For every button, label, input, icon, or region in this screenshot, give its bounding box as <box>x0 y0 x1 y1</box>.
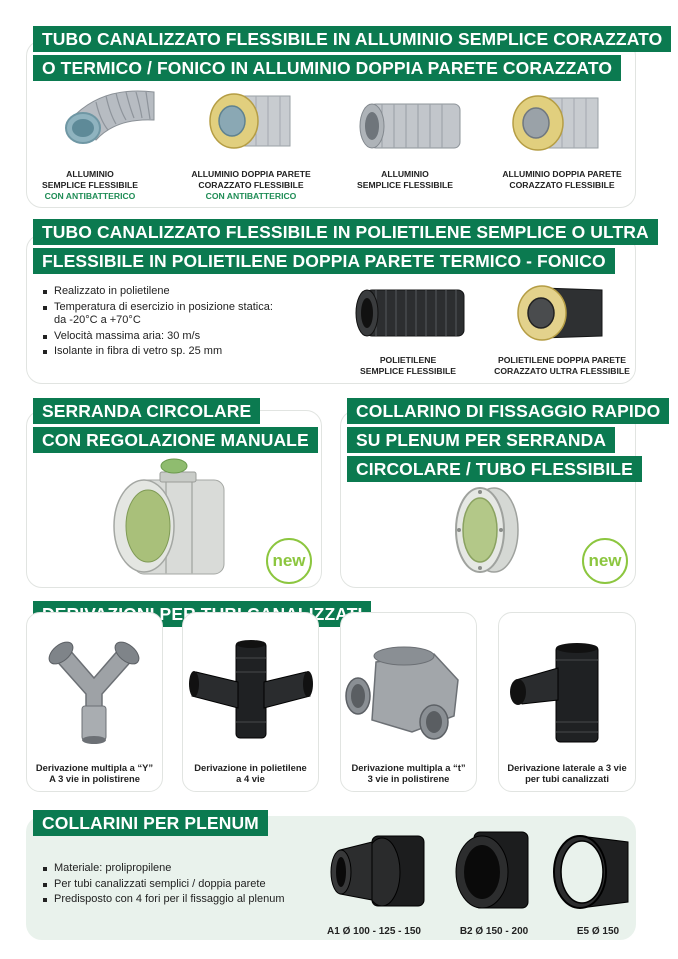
caption-line1: ALLUMINIO DOPPIA PARETE <box>191 169 311 179</box>
branch-caption <box>182 762 319 784</box>
spec-item: Isolante in fibra di vetro sp. 25 mm <box>42 345 322 359</box>
branch-caption <box>340 762 477 784</box>
caption-line1: Derivazione laterale a 3 vie <box>507 762 627 773</box>
quick-fixing-collar-image <box>448 482 524 578</box>
aluminium-flexible-duct-image <box>356 96 464 156</box>
collar-heading-line1: COLLARINO DI FISSAGGIO RAPIDO <box>347 398 669 424</box>
spec-item: Predisposto con 4 fori per il fissaggio al plenum <box>42 893 332 907</box>
product-caption <box>40 169 140 202</box>
plenum-collar-e5-image <box>550 830 636 914</box>
caption-line2: CORAZZATO FLESSIBILE <box>509 180 615 190</box>
caption-line1: Derivazione multipla a “Y” <box>35 762 154 773</box>
plenum-size-b2: B2 Ø 150 - 200 <box>459 926 529 937</box>
plenum-size-a1: A1 Ø 100 - 125 - 150 <box>327 926 421 937</box>
collar-heading-line3: CIRCOLARE / TUBO FLESSIBILE <box>347 456 642 482</box>
damper-heading-line2: CON REGOLAZIONE MANUALE <box>33 427 318 453</box>
caption-line2: CORAZZATO FLESSIBILE <box>198 180 304 190</box>
caption-line2: SEMPLICE FLESSIBILE <box>360 366 456 376</box>
damper-heading-line1: SERRANDA CIRCOLARE <box>33 398 260 424</box>
caption-line2: per tubi canalizzati <box>525 773 609 784</box>
caption-line1: POLIETILENE DOPPIA PARETE <box>498 355 626 365</box>
lateral-branch-image <box>504 640 630 748</box>
polyethylene-specs-list <box>42 285 322 361</box>
product-caption <box>350 169 460 191</box>
polyethylene-flexible-duct-image <box>352 282 468 344</box>
branch-caption <box>498 762 636 784</box>
product-caption <box>184 169 318 202</box>
plenum-collar-b2-image <box>452 828 532 914</box>
aluminium-heading-line1: TUBO CANALIZZATO FLESSIBILE IN ALLUMINIO SEMPLICE CORAZZATO <box>33 26 671 52</box>
aluminium-flexible-duct-antibacterial-image <box>56 80 158 152</box>
spec-item: Velocità massima aria: 30 m/s <box>42 330 322 344</box>
caption-line2: a 4 vie <box>236 773 265 784</box>
polyethylene-heading-line2: FLESSIBILE IN POLIETILENE DOPPIA PARETE TERMICO - FONICO <box>33 248 615 274</box>
caption-line1: POLIETILENE <box>379 355 437 365</box>
caption-line2: A 3 vie in polistirene <box>49 773 140 784</box>
spec-item <box>42 301 322 328</box>
product-caption <box>496 169 628 191</box>
plenum-collar-a1-image <box>324 832 430 912</box>
collar-heading-line2: SU PLENUM PER SERRANDA <box>347 427 615 453</box>
spec-item-continuation: da -20°C a +70°C <box>54 314 141 326</box>
caption-line1: Derivazione in polietilene <box>194 762 307 773</box>
caption-line1: Derivazione multipla a “t” <box>351 762 466 773</box>
new-badge: new <box>266 538 312 584</box>
branches-heading: PER <box>33 601 371 627</box>
circular-damper-image <box>104 454 236 582</box>
product-caption <box>348 355 468 377</box>
spec-item: Materiale: prolipropilene <box>42 862 332 876</box>
caption-line1: ALLUMINIO <box>66 169 114 179</box>
spec-item: Realizzato in polietilene <box>42 285 322 299</box>
new-badge: new <box>582 538 628 584</box>
plenum-specs-list <box>42 862 332 909</box>
antibacterial-note: CON ANTIBATTERICO <box>44 191 136 201</box>
caption-line1: ALLUMINIO DOPPIA PARETE <box>502 169 622 179</box>
aluminium-heading-line2: O TERMICO / FONICO IN ALLUMINIO DOPPIA PARETE CORAZZATO <box>33 55 621 81</box>
caption-line2: 3 vie in polistirene <box>367 773 450 784</box>
plenum-size-e5: E5 Ø 150 <box>576 926 620 937</box>
y-branch-image <box>40 634 148 746</box>
polyethylene-heading-line1: TUBO CANALIZZATO FLESSIBILE IN POLIETILENE SEMPLICE O ULTRA <box>33 219 658 245</box>
branch-caption <box>26 762 163 784</box>
four-way-branch-image <box>186 638 316 746</box>
antibacterial-note: CON ANTIBATTERICO <box>205 191 297 201</box>
caption-line2: SEMPLICE FLESSIBILE <box>42 180 138 190</box>
caption-line2: CORAZZATO ULTRA FLESSIBILE <box>494 366 630 376</box>
polyethylene-double-wall-duct-image <box>512 280 606 346</box>
plenum-heading: COLLARINI PER PLENUM <box>33 810 268 836</box>
caption-line1: ALLUMINIO <box>381 169 429 179</box>
product-caption <box>492 355 632 377</box>
spec-item: Per tubi canalizzati semplici / doppia parete <box>42 878 332 892</box>
caption-line2: SEMPLICE FLESSIBILE <box>357 180 453 190</box>
aluminium-double-wall-duct-antibacterial-image <box>204 88 294 156</box>
t-branch-image <box>342 640 472 744</box>
aluminium-double-wall-duct-image <box>508 90 602 156</box>
spec-item-text: Temperatura di esercizio in posizione statica: <box>54 300 273 313</box>
